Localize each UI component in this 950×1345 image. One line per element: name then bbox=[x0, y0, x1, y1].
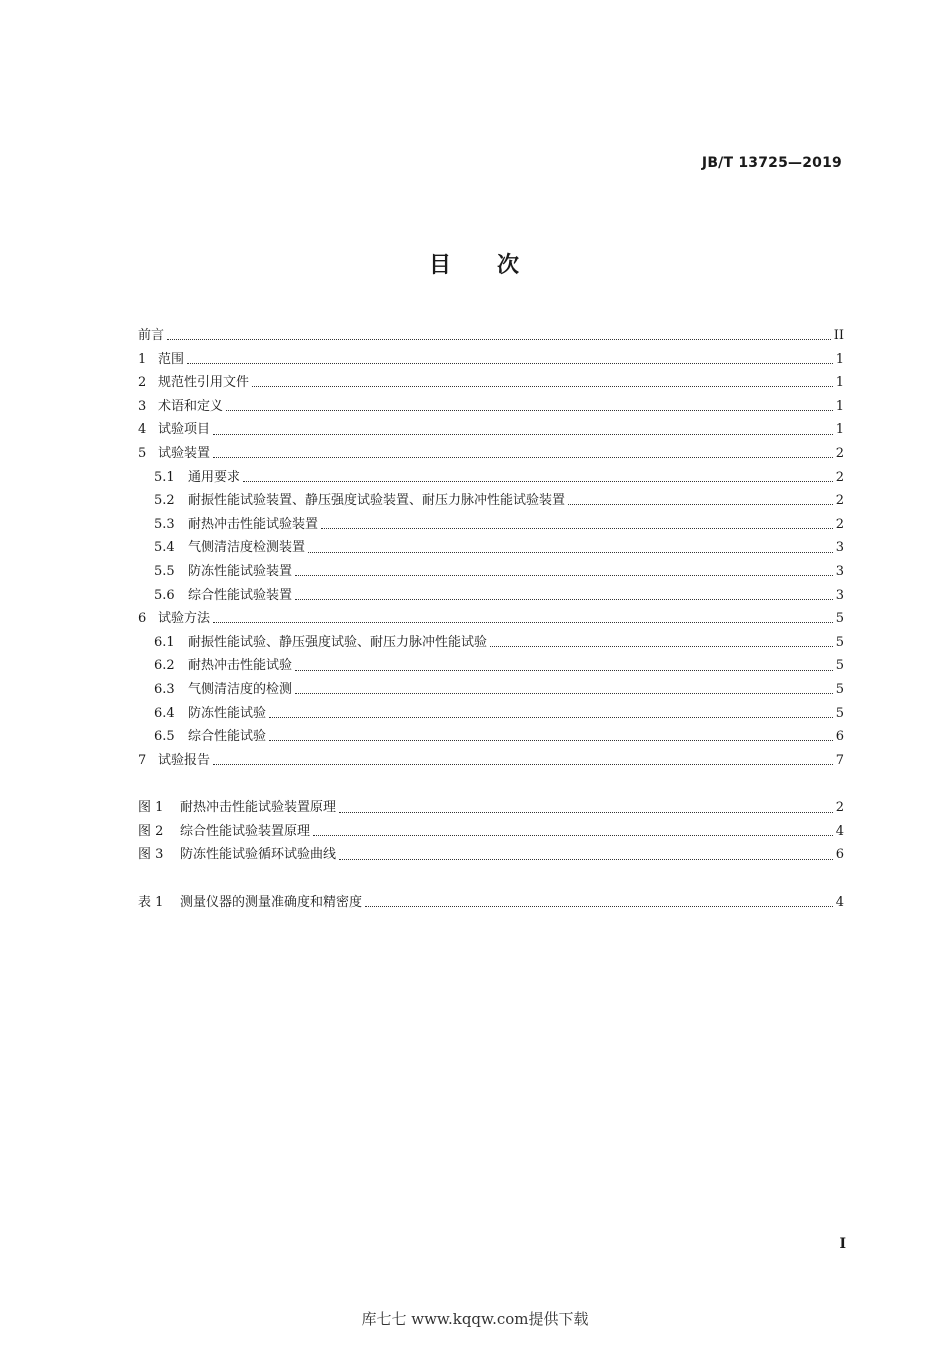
toc-entry-label: 前言 bbox=[138, 328, 165, 343]
dot-leader bbox=[295, 575, 833, 576]
toc-entry[interactable] bbox=[138, 513, 844, 537]
toc-entry-label: 综合性能试验装置原理 bbox=[180, 823, 311, 839]
toc-entry-label: 范围 bbox=[158, 351, 185, 367]
toc-entry-number: 6.2 bbox=[154, 658, 175, 674]
toc-entry-page: 5 bbox=[835, 705, 844, 721]
toc-entry-page: 6 bbox=[835, 729, 844, 745]
toc-entry-label: 综合性能试验 bbox=[188, 729, 267, 745]
toc-entry[interactable] bbox=[138, 749, 844, 773]
dot-leader bbox=[295, 693, 833, 694]
toc-entry-page: 5 bbox=[835, 634, 844, 650]
toc-entry-label: 耐热冲击性能试验装置原理 bbox=[180, 800, 337, 816]
toc-entry-page: 3 bbox=[835, 563, 844, 579]
toc-entry-label: 术语和定义 bbox=[158, 398, 224, 414]
toc-entry-number: 1 bbox=[138, 351, 147, 367]
toc-entry[interactable] bbox=[138, 843, 844, 867]
dot-leader bbox=[243, 481, 833, 482]
toc-entry-page: 1 bbox=[835, 398, 844, 414]
toc-sections bbox=[138, 324, 844, 772]
toc-entry[interactable] bbox=[138, 702, 844, 726]
toc-entry-label: 试验方法 bbox=[158, 611, 211, 627]
toc-entry[interactable] bbox=[138, 442, 844, 466]
dot-leader bbox=[213, 457, 833, 458]
toc-entry-page: 2 bbox=[835, 516, 844, 532]
dot-leader bbox=[226, 410, 833, 411]
toc-entry-number: 7 bbox=[138, 752, 147, 768]
toc-entry-number: 3 bbox=[138, 398, 147, 414]
toc-entry-number: 5 bbox=[138, 445, 147, 461]
toc-entry-page: II bbox=[833, 328, 844, 343]
toc-entry-page: 6 bbox=[835, 847, 844, 863]
toc-entry-number: 5.6 bbox=[154, 587, 175, 603]
dot-leader bbox=[295, 599, 833, 600]
toc-entry[interactable] bbox=[138, 560, 844, 584]
toc-entry-page: 5 bbox=[835, 681, 844, 697]
toc-entry-label: 试验报告 bbox=[158, 752, 211, 768]
toc-entry-page: 1 bbox=[835, 351, 844, 367]
toc-entry-number: 4 bbox=[138, 422, 147, 438]
toc-entry[interactable] bbox=[138, 820, 844, 844]
toc-entry[interactable] bbox=[138, 891, 844, 915]
toc-entry[interactable] bbox=[138, 584, 844, 608]
dot-leader bbox=[213, 622, 833, 623]
toc-entry[interactable] bbox=[138, 418, 844, 442]
dot-leader bbox=[490, 646, 833, 647]
dot-leader bbox=[568, 504, 833, 505]
toc-entry-number: 6 bbox=[138, 611, 147, 627]
toc-entry-page: 2 bbox=[835, 469, 844, 485]
toc-entry-page: 4 bbox=[835, 895, 844, 911]
dot-leader bbox=[213, 434, 833, 435]
toc-entry[interactable] bbox=[138, 796, 844, 820]
toc-entry[interactable] bbox=[138, 536, 844, 560]
toc-entry[interactable] bbox=[138, 654, 844, 678]
toc-entry-number: 图 1 bbox=[138, 800, 164, 816]
toc-entry-page: 1 bbox=[835, 375, 844, 391]
toc-entry-number: 表 1 bbox=[138, 895, 164, 911]
toc-entry-page: 1 bbox=[835, 422, 844, 438]
toc-entry-label: 通用要求 bbox=[188, 469, 241, 485]
toc-entry[interactable] bbox=[138, 607, 844, 631]
dot-leader bbox=[167, 339, 831, 340]
toc-entry-page: 3 bbox=[835, 540, 844, 556]
toc-entry-page: 5 bbox=[835, 611, 844, 627]
toc-figures bbox=[138, 796, 844, 867]
dot-leader bbox=[308, 552, 833, 553]
toc-entry-label: 气侧清洁度检测装置 bbox=[188, 540, 306, 556]
standard-number: JB/T 13725—2019 bbox=[701, 155, 842, 171]
dot-leader bbox=[269, 717, 833, 718]
toc-entry-number: 5.1 bbox=[154, 469, 175, 485]
toc-entry-number: 5.3 bbox=[154, 516, 175, 532]
toc-entry-page: 3 bbox=[835, 587, 844, 603]
dot-leader bbox=[187, 363, 833, 364]
dot-leader bbox=[339, 812, 833, 813]
dot-leader bbox=[313, 835, 833, 836]
title-char-2: 次 bbox=[497, 253, 522, 278]
toc-entry[interactable] bbox=[138, 725, 844, 749]
toc-entry[interactable] bbox=[138, 631, 844, 655]
dot-leader bbox=[252, 386, 833, 387]
toc-entry-number: 图 3 bbox=[138, 847, 164, 863]
toc-entry-number: 2 bbox=[138, 375, 147, 391]
toc-entry-label: 气侧清洁度的检测 bbox=[188, 681, 293, 697]
toc-entry-page: 2 bbox=[835, 800, 844, 816]
dot-leader bbox=[269, 740, 833, 741]
toc-entry-number: 5.4 bbox=[154, 540, 175, 556]
toc-entry[interactable] bbox=[138, 678, 844, 702]
toc-entry-label: 综合性能试验装置 bbox=[188, 587, 293, 603]
toc-entry-page: 7 bbox=[835, 752, 844, 768]
toc-entry-number: 5.5 bbox=[154, 563, 175, 579]
toc-tables bbox=[138, 891, 844, 915]
toc-entry-number: 6.1 bbox=[154, 634, 175, 650]
toc-entry-page: 4 bbox=[835, 823, 844, 839]
toc-entry-number: 图 2 bbox=[138, 823, 164, 839]
title-char-1: 目 bbox=[428, 253, 453, 278]
dot-leader bbox=[339, 859, 833, 860]
toc-entry-page: 5 bbox=[835, 658, 844, 674]
toc-entry[interactable] bbox=[138, 348, 844, 372]
toc-entry-number: 6.4 bbox=[154, 705, 175, 721]
toc-entry-label: 耐振性能试验、静压强度试验、耐压力脉冲性能试验 bbox=[188, 634, 488, 650]
dot-leader bbox=[213, 764, 833, 765]
dot-leader bbox=[365, 906, 833, 907]
toc-entry-label: 防冻性能试验 bbox=[188, 705, 267, 721]
dot-leader bbox=[321, 528, 833, 529]
table-of-contents bbox=[138, 324, 844, 915]
toc-entry-label: 规范性引用文件 bbox=[158, 375, 250, 391]
toc-entry[interactable] bbox=[138, 466, 844, 490]
toc-entry-number: 6.3 bbox=[154, 681, 175, 697]
download-footer: 库七七 www.kqqw.com提供下载 bbox=[361, 1310, 589, 1328]
toc-entry[interactable] bbox=[138, 489, 844, 513]
toc-entry-number: 5.2 bbox=[154, 493, 175, 509]
toc-entry-label: 耐热冲击性能试验 bbox=[188, 658, 293, 674]
toc-entry-label: 试验项目 bbox=[158, 422, 211, 438]
toc-entry-page: 2 bbox=[835, 493, 844, 509]
toc-entry[interactable] bbox=[138, 371, 844, 395]
toc-entry-label: 测量仪器的测量准确度和精密度 bbox=[180, 895, 363, 911]
toc-entry-label: 耐振性能试验装置、静压强度试验装置、耐压力脉冲性能试验装置 bbox=[188, 493, 566, 509]
page-number: I bbox=[839, 1236, 846, 1252]
page-title bbox=[0, 248, 950, 279]
toc-entry-page: 2 bbox=[835, 445, 844, 461]
toc-entry[interactable] bbox=[138, 324, 844, 348]
dot-leader bbox=[295, 670, 833, 671]
toc-entry[interactable] bbox=[138, 395, 844, 419]
toc-entry-label: 防冻性能试验循环试验曲线 bbox=[180, 847, 337, 863]
toc-entry-label: 耐热冲击性能试验装置 bbox=[188, 516, 319, 532]
toc-entry-label: 防冻性能试验装置 bbox=[188, 563, 293, 579]
toc-entry-number: 6.5 bbox=[154, 729, 175, 745]
toc-entry-label: 试验装置 bbox=[158, 445, 211, 461]
